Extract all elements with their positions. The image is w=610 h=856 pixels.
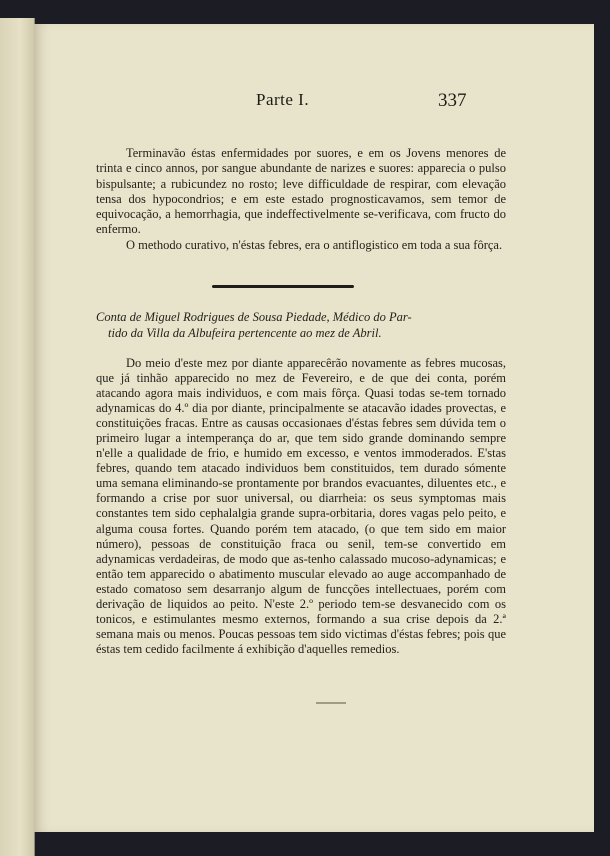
page-header bbox=[34, 90, 594, 116]
body-text-top bbox=[96, 146, 506, 253]
left-page-edge bbox=[0, 18, 35, 856]
book-page bbox=[34, 24, 594, 832]
running-head: Parte I. bbox=[256, 90, 310, 109]
section-title bbox=[96, 310, 506, 341]
section-divider bbox=[212, 285, 354, 288]
section-title-line-1: Conta de Miguel Rodrigues de Sousa Piedade, Médico do Par- bbox=[96, 310, 412, 324]
section-title-line-2: tido da Villa da Albufeira pertencente ao mez de Abril. bbox=[108, 325, 382, 340]
page-number: 337 bbox=[438, 90, 467, 111]
paragraph-2: O methodo curativo, n'éstas febres, era o antiflogistico em toda a sua fôrça. bbox=[126, 237, 503, 252]
body-text-main bbox=[96, 356, 506, 657]
ink-mark bbox=[316, 702, 346, 704]
paragraph-1: Terminavão éstas enfermidades por suores, e em os Jovens menores de trinta e cinco annos, por sangue abundante de narizes e suores: apparecia o pulso bispulsante; a rubicundez no rosto; leve difficuldade de respirar, com elevação tensa dos hypocondrios; e em este estado prognosticavamos, sem temor de equivocação, a hemorrhagia, que indeffectivelmente se-verificava, com fructo do enfermo. bbox=[96, 146, 506, 237]
paragraph-3: Do meio d'este mez por diante apparecêrão novamente as febres mucosas, que já tinhão apparecido no mez de Fevereiro, e de que dei conta, porém atacando agora mais individuos, e com mais fôrça. Quasi todas se-tem tornado adynamicas do 4.º dia por diante, principalmente se atacavão idades provectas, e constituições fracas. Entre as causas occasionaes d'éstas febres sem dúvida tem o primeiro lugar a intemperança do ar, que tem sido grande dominando sempre n'elle a qualidade de frio, e humido em excesso, e ventos immoderados. E'stas febres, quando tem atacado individuos bem constituidos, tem durado sómente uma semana eliminando-se prontamente por brandos evacuantes, diluentes etc., e formando a crise por suor universal, ou diarrheia: os seus symptomas mais constantes tem sido cephalalgia grande supra-orbitaria, dores vagas pelo peito, e alguma cousa fortes. Quando porém tem atacado, (o que tem sido em maior número), pessoas de constituição fraca ou senil, tem-se convertido em adynamicas verdadeiras, de modo que as-tenho calassado mucoso-adynamicas; e então tem apparecido o abatimento muscular elevado ao auge accompanhado de estado comatoso sem desarranjo algum de funcções intellectuaes, porém com derivação de liquidos ao peito. N'este 2.º periodo tem-se desvanecido com os tonicos, e estimulantes mesmo externos, formando a sua crise depois da 2.ª semana mais ou menos. Poucas pessoas tem sido victimas d'éstas febres; pois que éstas tem cedido facilmente á exhibição d'aquelles remedios. bbox=[96, 356, 506, 656]
